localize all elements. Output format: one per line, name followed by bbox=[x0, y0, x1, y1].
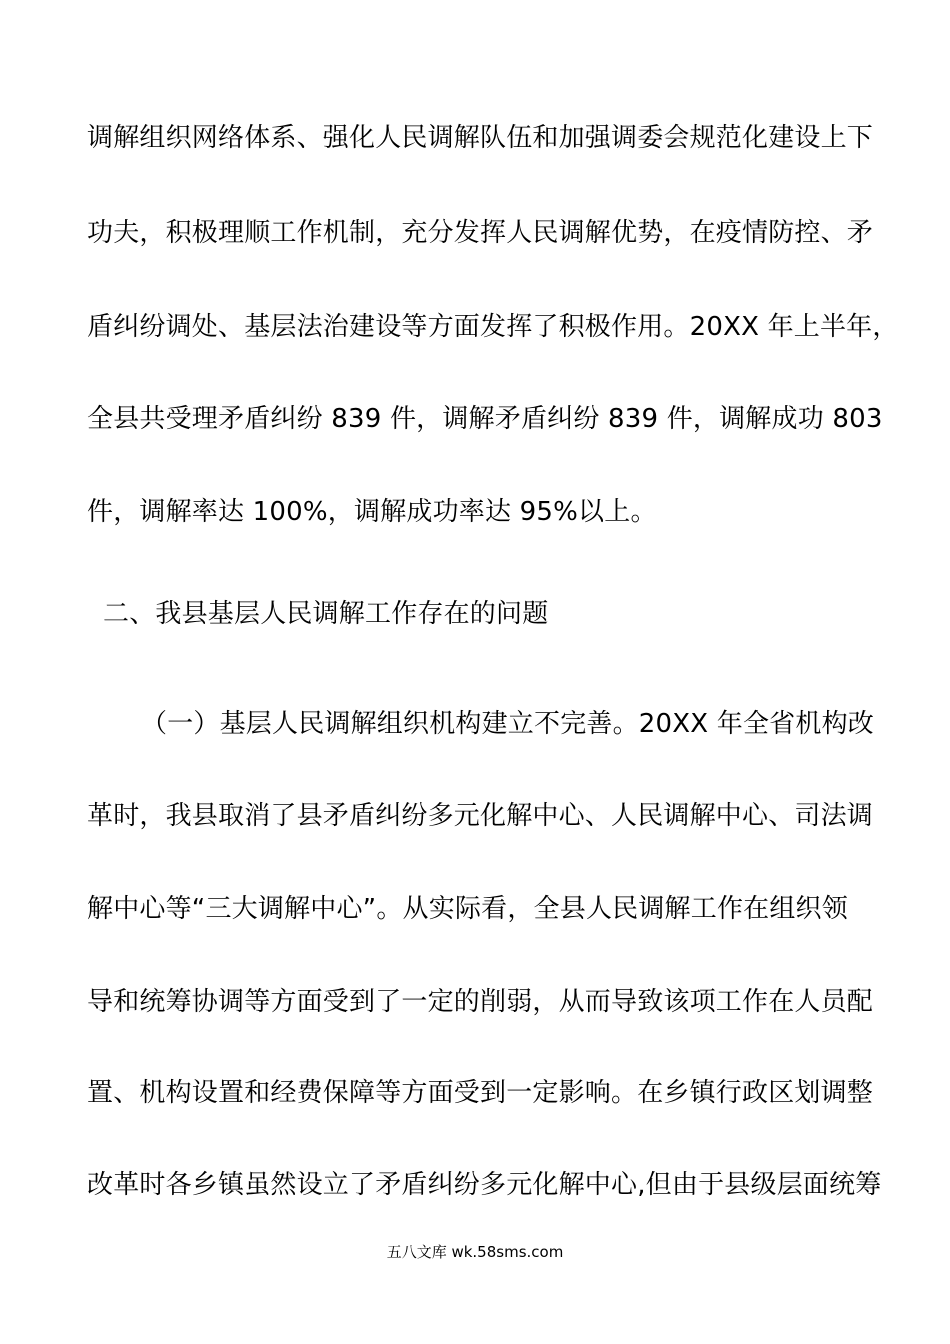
body-text-line: 解中心等“三大调解中心”。从实际看，全县人民调解工作在组织领 bbox=[87, 894, 848, 924]
body-text-line: （一）基层人民调解组织机构建立不完善。20XX 年全省机构改 bbox=[141, 709, 874, 739]
body-text-line: 调解组织网络体系、强化人民调解队伍和加强调委会规范化建设上下 bbox=[87, 123, 874, 153]
body-text-line: 置、机构设置和经费保障等方面受到一定影响。在乡镇行政区划调整 bbox=[87, 1078, 874, 1108]
body-text-line: 功夫，积极理顺工作机制，充分发挥人民调解优势，在疫情防控、矛 bbox=[87, 218, 874, 248]
body-text-line: 件，调解率达 100%，调解成功率达 95%以上。 bbox=[87, 497, 657, 527]
footer-watermark: 五八文库 wk.58sms.com bbox=[386, 1243, 564, 1261]
body-text-line: 导和统筹协调等方面受到了一定的削弱，从而导致该项工作在人员配 bbox=[87, 987, 874, 1017]
body-text-line: 革时，我县取消了县矛盾纠纷多元化解中心、人民调解中心、司法调 bbox=[87, 801, 874, 831]
body-text-line: 盾纠纷调处、基层法治建设等方面发挥了积极作用。20XX 年上半年， bbox=[87, 312, 899, 342]
body-text-line: 全县共受理矛盾纠纷 839 件，调解矛盾纠纷 839 件，调解成功 803 bbox=[87, 404, 883, 434]
section-heading: 二、我县基层人民调解工作存在的问题 bbox=[103, 599, 549, 629]
body-text-line: 改革时各乡镇虽然设立了矛盾纠纷多元化解中心,但由于县级层面统筹 bbox=[87, 1170, 882, 1200]
